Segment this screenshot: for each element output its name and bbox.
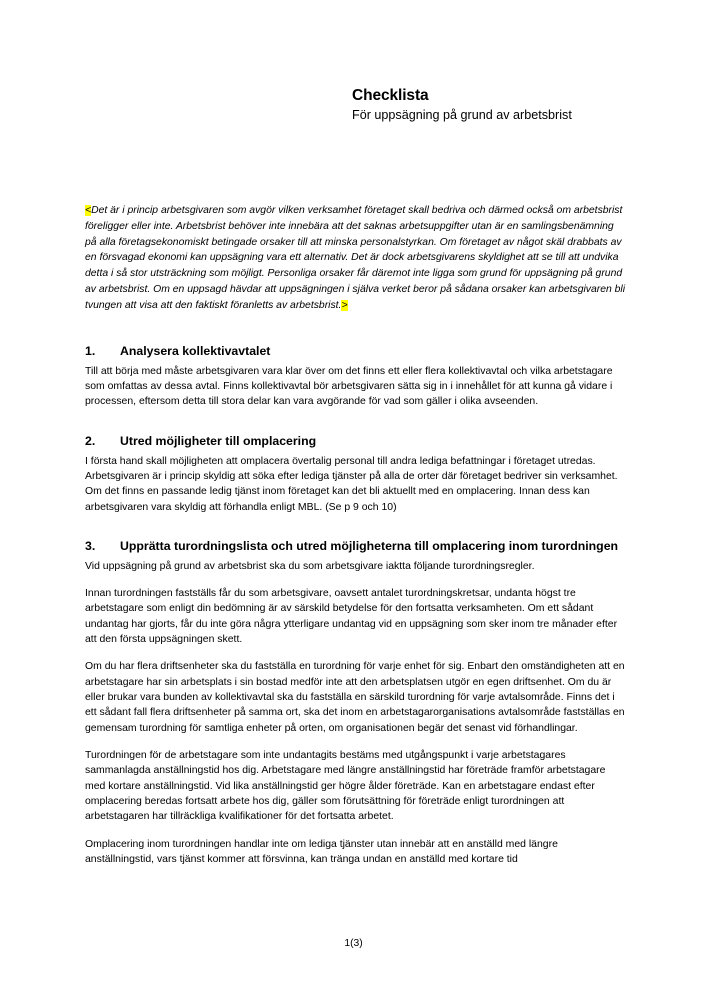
section-3-paragraph-1: Vid uppsägning på grund av arbetsbrist ska du som arbetsgivare iaktta följande turordningsregler. — [85, 560, 535, 572]
section-2 — [85, 434, 626, 515]
section-1-heading — [85, 344, 626, 360]
section-1 — [85, 344, 626, 410]
highlight-open-marker: < — [85, 205, 92, 216]
section-1-paragraph-1: Till att börja med måste arbetsgivaren vara klar över om det finns ett eller flera kollektivavtal och vilka arbetstagare som omfattas av dessa avtal. Finns kollektivavtal bör arbetsgivaren sätta sig in i innehållet för att kunna gå vidare i processen, eftersom detta till stora delar kan vara avgörande för vad som gäller i olika avseenden. — [85, 365, 613, 408]
section-2-number: 2. — [85, 433, 96, 448]
section-3-title: Upprätta turordningslista och utred möjligheterna till omplacering inom turordningen — [120, 538, 619, 553]
section-3-paragraph-2: Innan turordningen fastställs får du som arbetsgivare, oavsett antalet turordningskretsar, undanta högst tre arbetstagare som enligt din bedömning är av särskild betydelse för den fortsatta verksamheten. Om ett sådant undantag har gjorts, får du inte göra några ytterligare undantag vid en uppsägning som sker inom tre månader efter att den första uppsägningen skett. — [85, 588, 618, 646]
highlight-close-marker: > — [341, 299, 348, 311]
section-3-paragraph-4: Turordningen för de arbetstagare som inte undantagits bestäms med utgångspunkt i varje arbetstagares sammanlagda anställningstid hos dig. Arbetstagare med längre anställningstid har företräde framför arbetstagare med kortare anställningstid. Vid lika anställningstid ger högre ålder företräde. Kan en arbetstagare endast efter omplacering beredas fortsatt arbete hos dig, gäller som förutsättning för företräde enligt turordningen att arbetstagaren har tillräckliga kvalifikationer för det fortsatta arbetet. — [85, 749, 606, 823]
section-3-paragraph-3: Om du har flera driftsenheter ska du fastställa en turordning för varje enhet för sig. Enbart den omständigheten att en arbetstagare har sin arbetsplats i sin bostad medför inte att den arbetsplatsen utgör en egen driftsenhet. Om du är eller brukar vara bunden av kollektivavtal ska du fastställa en särskild turordning för varje avtalsområde. Finns det i ett sådant fall flera driftsenheter på samma ort, ska det inom en arbetstagarorganisations avtalsområde fastställas en gemensam turordning för samtliga enheter på orten, om organisationen begär det senast vid förhandlingar. — [85, 661, 625, 734]
section-3-number: 3. — [85, 538, 96, 553]
page-title: Checklista — [352, 87, 429, 104]
section-1-title: Analysera kollektivavtalet — [120, 343, 271, 358]
intro-paragraph — [85, 203, 626, 314]
section-1-number: 1. — [85, 343, 96, 358]
section-3-paragraph-5: Omplacering inom turordningen handlar inte om lediga tjänster utan innebär att en anställd med längre anställningstid, vars tjänst kommer att försvinna, kan tränga undan en anställd med kortare tid — [85, 838, 558, 865]
section-2-title: Utred möjligheter till omplacering — [120, 433, 317, 448]
section-3-heading — [85, 539, 626, 555]
document-header — [352, 86, 652, 123]
section-2-paragraph-1: I första hand skall möjligheten att omplacera övertalig personal till andra lediga befattningar i företaget utredas. Arbetsgivaren är i princip skyldig att söka efter lediga tjänster på alla de orter där företaget bedriver sin verksamhet. Om det finns en passande ledig tjänst inom företaget kan det bli aktuellt med en omplacering. Innan dess kan arbetsgivaren vara skyldig att förhandla enligt MBL. (Se p 9 och 10) — [85, 455, 618, 513]
section-3 — [85, 539, 626, 867]
document-body — [85, 203, 626, 867]
page-number-footer: 1(3) — [344, 938, 363, 949]
section-2-heading — [85, 434, 626, 450]
page-subtitle: För uppsägning på grund av arbetsbrist — [352, 107, 572, 122]
intro-text: Det är i princip arbetsgivaren som avgör vilken verksamhet företaget skall bedriva och därmed också om arbetsbrist föreligger eller inte. Arbetsbrist behöver inte innebära att det saknas arbetsuppgifter utan är en samlingsbenämning på alla företagsekonomiskt betingade orsaker till att minska personalstyrkan. Om företaget av något skäl drabbats av en försvagad ekonomi kan uppsägning vara ett alternativ. Det är dock arbetsgivarens skyldighet att se till att undvika detta i så stor utsträckning som möjligt. Personliga orsaker får däremot inte ligga som grund för uppsägning på grund av arbetsbrist. Om en uppsagd hävdar att uppsägningen i själva verket beror på sådana orsaker kan arbetsgivaren bli tvungen att visa att den faktiskt föranletts av arbetsbrist. — [85, 205, 626, 311]
